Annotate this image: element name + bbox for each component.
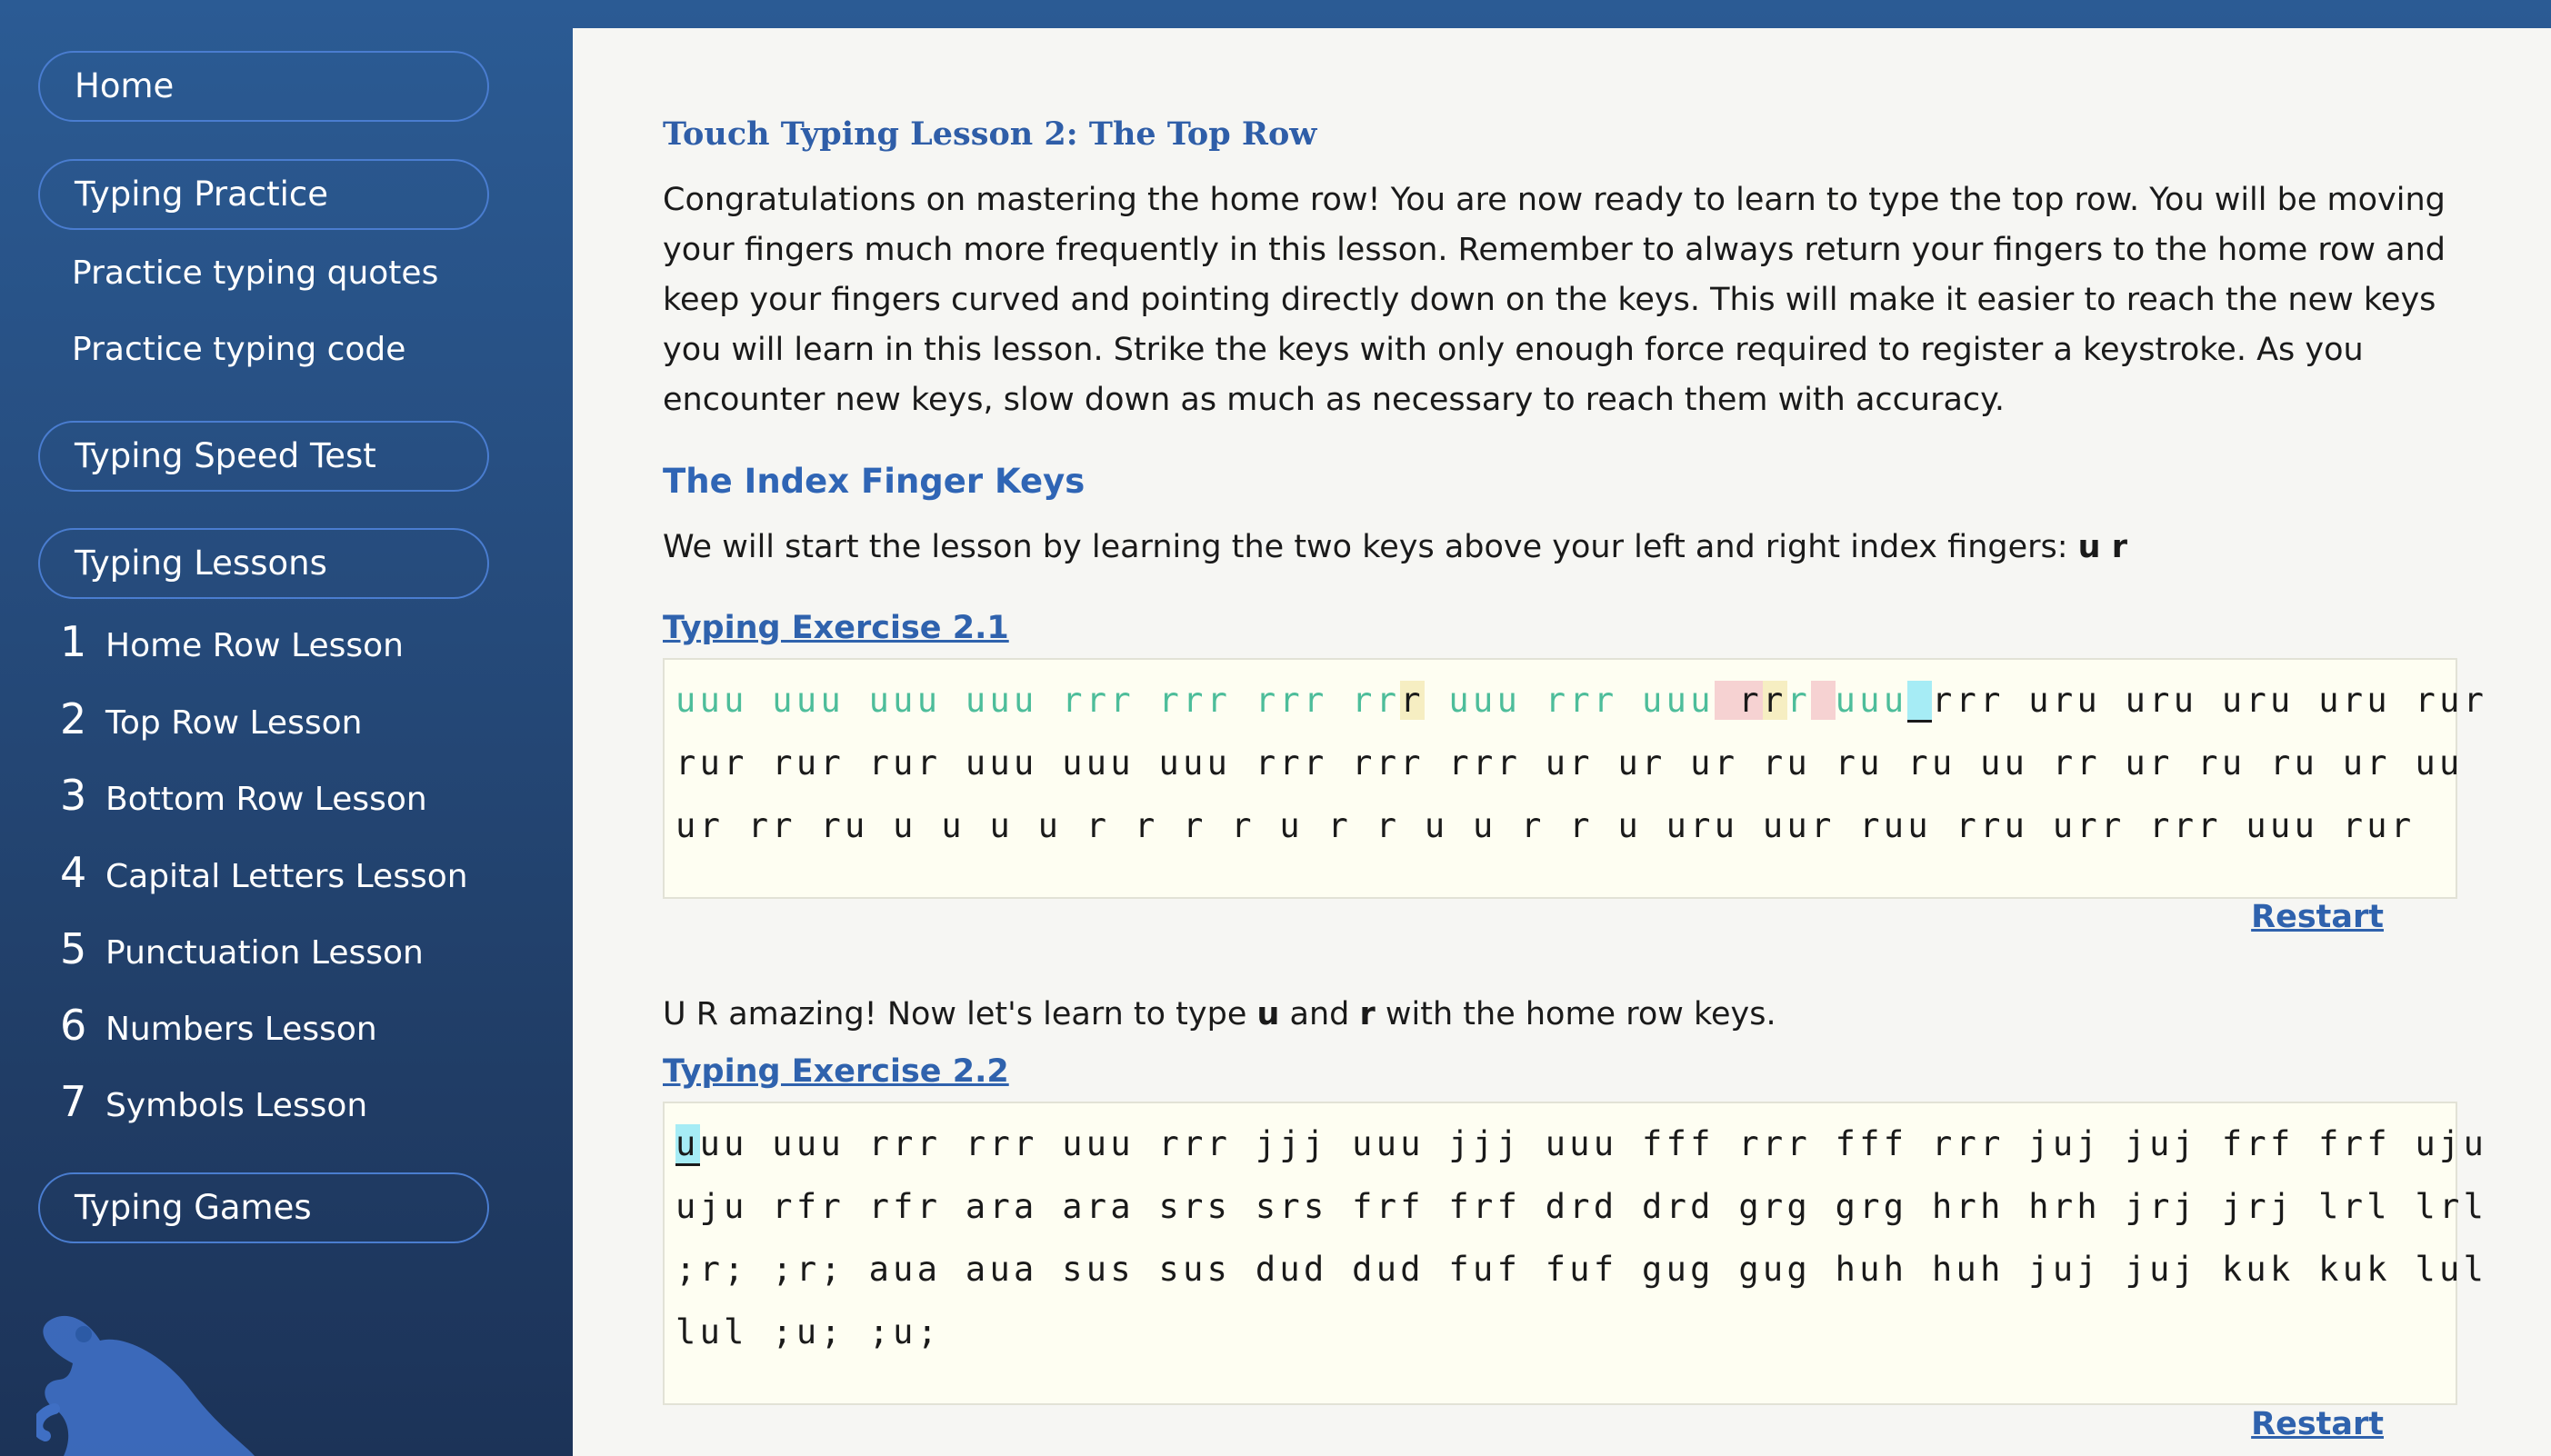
main-panel bbox=[573, 28, 2551, 1456]
lesson-number: 4 bbox=[60, 848, 87, 897]
lesson-label: Numbers Lesson bbox=[105, 1011, 377, 1048]
lesson-label: Bottom Row Lesson bbox=[105, 781, 427, 818]
nav-practice-quotes[interactable]: Practice typing quotes bbox=[72, 254, 439, 292]
restart-button[interactable]: Restart bbox=[2251, 899, 2384, 935]
typing-cursor: u bbox=[675, 1124, 700, 1166]
section-heading: The Index Finger Keys bbox=[663, 462, 1085, 501]
exercise-box-2-2[interactable] bbox=[663, 1102, 2488, 1405]
typed-correct-text: uuu bbox=[1835, 681, 1908, 720]
nav-typing-games[interactable]: Typing Games bbox=[38, 1172, 489, 1243]
section-text-body: We will start the lesson by learning the two keys above your left and right index fingers: bbox=[663, 529, 2078, 565]
sidebar bbox=[0, 0, 573, 1456]
lesson-label: Capital Letters Lesson bbox=[105, 858, 468, 895]
exercise-line: uju rfr rfr ara ara srs srs frf frf drd drd grg grg hrh hrh jrj jrj lrl lrl bbox=[675, 1187, 2488, 1226]
corrected-char: r bbox=[1400, 681, 1425, 720]
exercise-title-2-2[interactable]: Typing Exercise 2.2 bbox=[663, 1053, 1009, 1090]
typing-cursor bbox=[1907, 681, 1932, 723]
key-u: u bbox=[1256, 996, 1280, 1032]
exercise-line: ;r; ;r; aua aua sus sus dud dud fuf fuf gug gug huh huh juj juj kuk kuk lul bbox=[675, 1250, 2488, 1289]
lesson-intro: Congratulations on mastering the home row! You are now ready to learn to type the top row. You will be moving your fingers much more frequently in this lesson. Remember to always return your fingers to the home row and keep your fingers curved and pointing directly down on the keys. This will make it easier to reach the new keys you will learn in this lesson. Strike the keys with only enough force required to register a keystroke. As you encounter new keys, slow down as much as necessary to reach them with accuracy. bbox=[663, 182, 2446, 418]
lesson-number: 2 bbox=[60, 694, 87, 743]
nav-lesson-5[interactable] bbox=[60, 925, 424, 977]
transition-text-a: U R amazing! Now let's learn to type bbox=[663, 996, 1257, 1032]
frog-logo-icon[interactable] bbox=[36, 1309, 255, 1456]
restart-button[interactable]: Restart bbox=[2251, 1406, 2384, 1442]
nav-speed-test[interactable]: Typing Speed Test bbox=[38, 421, 489, 492]
corrected-char: r bbox=[1762, 681, 1787, 720]
transition-text-b: and bbox=[1279, 996, 1360, 1032]
transition-text bbox=[663, 990, 2454, 1040]
untyped-text: uu uuu rrr rrr uuu rrr jjj uuu jjj uuu fff rrr fff rrr juj juj frf frf uju bbox=[699, 1124, 2488, 1163]
typed-correct-text: uuu uuu uuu uuu rrr rrr rrr rr bbox=[675, 681, 1401, 720]
exercise-title-2-1[interactable]: Typing Exercise 2.1 bbox=[663, 610, 1009, 646]
nav-lesson-4[interactable] bbox=[60, 849, 468, 901]
lesson-label: Top Row Lesson bbox=[105, 704, 363, 742]
nav-typing-lessons[interactable]: Typing Lessons bbox=[38, 528, 489, 599]
transition-text-c: with the home row keys. bbox=[1375, 996, 1776, 1032]
nav-lesson-7[interactable] bbox=[60, 1078, 367, 1130]
lesson-number: 7 bbox=[60, 1077, 87, 1126]
error-char: r bbox=[1714, 681, 1763, 720]
section-text bbox=[663, 523, 2454, 573]
key-r: r bbox=[1359, 996, 1376, 1032]
nav-home[interactable]: Home bbox=[38, 51, 489, 122]
error-char bbox=[1811, 681, 1836, 720]
nav-lesson-2[interactable] bbox=[60, 695, 362, 747]
exercise-line: lul ;u; ;u; bbox=[675, 1312, 942, 1351]
exercise-line: ur rr ru u u u u r r r r u r r u u r r u uru uur ruu rru urr rrr uuu rur bbox=[675, 806, 2416, 845]
lesson-number: 3 bbox=[60, 771, 87, 820]
typed-correct-text: uuu rrr uuu bbox=[1424, 681, 1715, 720]
lesson-label: Punctuation Lesson bbox=[105, 934, 424, 972]
lesson-number: 5 bbox=[60, 924, 87, 973]
lesson-label: Home Row Lesson bbox=[105, 627, 404, 664]
lesson-label: Symbols Lesson bbox=[105, 1087, 368, 1124]
nav-lesson-6[interactable] bbox=[60, 1002, 377, 1053]
typed-correct-text: r bbox=[1786, 681, 1812, 720]
lesson-number: 1 bbox=[60, 617, 87, 666]
exercise-box-2-1[interactable] bbox=[663, 658, 2488, 899]
exercise-line bbox=[675, 1112, 2488, 1175]
nav-lesson-1[interactable] bbox=[60, 618, 404, 670]
lesson-number: 6 bbox=[60, 1001, 87, 1050]
page-title: Touch Typing Lesson 2: The Top Row bbox=[663, 115, 1317, 153]
section-keys: u r bbox=[2077, 529, 2128, 565]
nav-practice-code[interactable]: Practice typing code bbox=[72, 331, 406, 368]
exercise-line: rur rur rur uuu uuu uuu rrr rrr rrr ur ur ur ru ru ru uu rr ur ru ru ur uu bbox=[675, 743, 2464, 783]
nav-typing-practice[interactable]: Typing Practice bbox=[38, 159, 489, 230]
untyped-text: rrr uru uru uru uru rur bbox=[1931, 681, 2488, 720]
nav-lesson-3[interactable] bbox=[60, 772, 427, 823]
exercise-line bbox=[675, 669, 2488, 732]
